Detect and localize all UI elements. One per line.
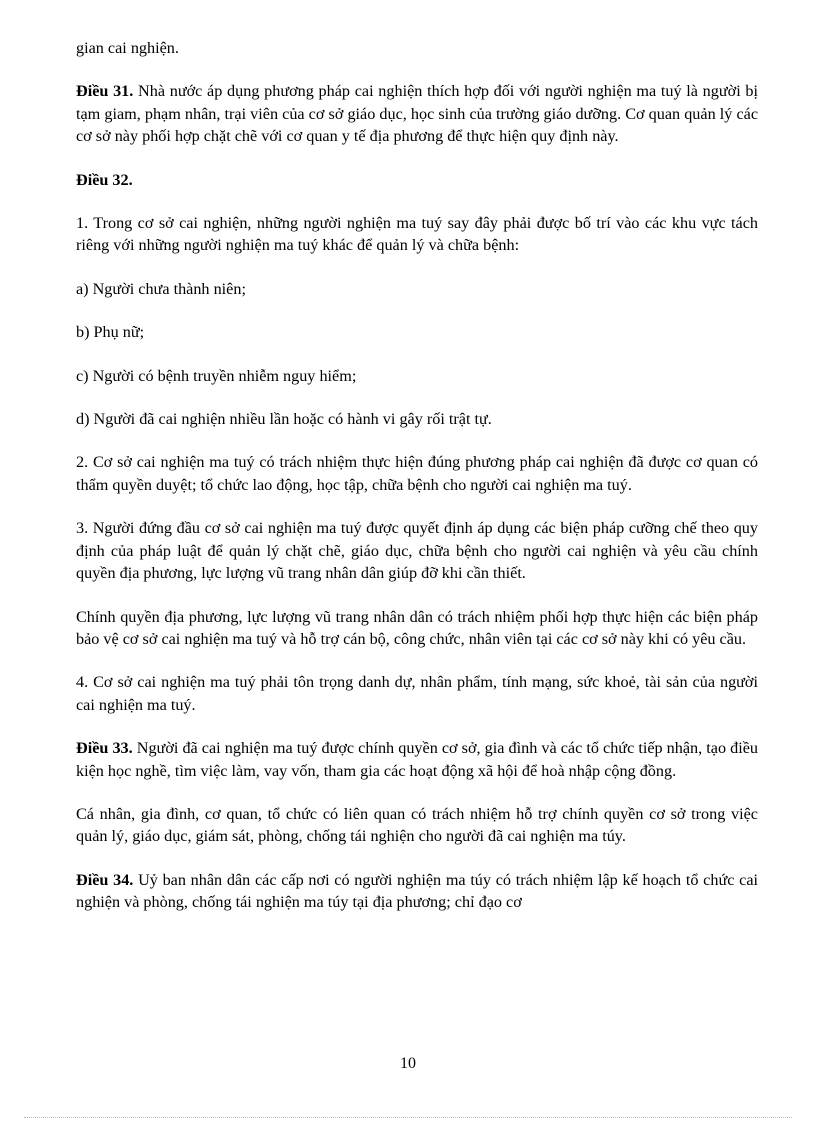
page-bottom-border (24, 1117, 792, 1118)
clause-2: 2. Cơ sở cai nghiện ma tuý có trách nhiệm thực hiện đúng phương pháp cai nghiện đã được cơ quan có thẩm quyền duyệt; tổ chức lao động, học tập, chữa bệnh cho người cai nghiện ma tuý. (76, 453, 758, 494)
article-label: Điều 32. (76, 170, 133, 189)
article-33 (76, 737, 758, 782)
clause-1: 1. Trong cơ sở cai nghiện, những người nghiện ma tuý say đây phải được bố trí vào các khu vực tách riêng với những người nghiện ma tuý khác để quản lý và chữa bệnh: (76, 214, 758, 255)
clause-4: 4. Cơ sở cai nghiện ma tuý phải tôn trọng danh dự, nhân phẩm, tính mạng, sức khoẻ, tài sản của người cai nghiện ma tuý. (76, 673, 758, 714)
article-33-continued: Cá nhân, gia đình, cơ quan, tổ chức có liên quan có trách nhiệm hỗ trợ chính quyền cơ sở trong việc quản lý, giáo dục, giám sát, phòng, chống tái nghiện cho người đã cai nghiện ma túy. (76, 804, 758, 846)
article-32-heading (76, 169, 758, 191)
article-text: Nhà nước áp dụng phương pháp cai nghiện thích hợp đối với người nghiện ma tuý là người bị tạm giam, phạm nhân, trại viên của cơ sở giáo dục, học sinh của trường giáo dưỡng. Cơ quan quản lý các cơ sở này phối hợp chặt chẽ với cơ quan y tế địa phương để thực hiện quy định này. (76, 82, 758, 146)
article-label: Điều 34. (76, 870, 134, 889)
document-body (76, 37, 758, 935)
article-text: Người đã cai nghiện ma tuý được chính quyền cơ sở, gia đình và các tổ chức tiếp nhận, tạo điều kiện học nghề, tìm việc làm, vay vốn, tham gia các hoạt động xã hội để hoà nhập cộng đồng. (76, 739, 758, 780)
article-text: Uỷ ban nhân dân các cấp nơi có người nghiện ma túy có trách nhiệm lập kế hoạch tổ chức cai nghiện và phòng, chống tái nghiện ma túy tại địa phương; chỉ đạo cơ (76, 870, 758, 912)
item-c: c) Người có bệnh truyền nhiễm nguy hiểm; (76, 366, 357, 385)
article-label: Điều 31. (76, 82, 134, 101)
clause-3-continued: Chính quyền địa phương, lực lượng vũ trang nhân dân có trách nhiệm phối hợp thực hiện các biện pháp bảo vệ cơ sở cai nghiện ma tuý và hỗ trợ cán bộ, công chức, nhân viên tại các cơ sở này khi có yêu cầu. (76, 607, 758, 648)
article-34 (76, 869, 758, 914)
continuation-text: gian cai nghiện. (76, 39, 179, 57)
article-label: Điều 33. (76, 739, 133, 758)
item-d: d) Người đã cai nghiện nhiều lần hoặc có hành vi gây rối trật tự. (76, 410, 492, 429)
clause-3: 3. Người đứng đầu cơ sở cai nghiện ma tuý được quyết định áp dụng các biện pháp cưỡng chế theo quy định của pháp luật để quản lý chặt chẽ, giáo dục, chữa bệnh cho người cai nghiện và yêu cầu chính quyền địa phương, lực lượng vũ trang nhân dân giúp đỡ khi cần thiết. (76, 519, 758, 583)
item-b: b) Phụ nữ; (76, 323, 145, 342)
page-number: 10 (400, 1055, 416, 1072)
article-31 (76, 80, 758, 147)
item-a: a) Người chưa thành niên; (76, 279, 246, 298)
